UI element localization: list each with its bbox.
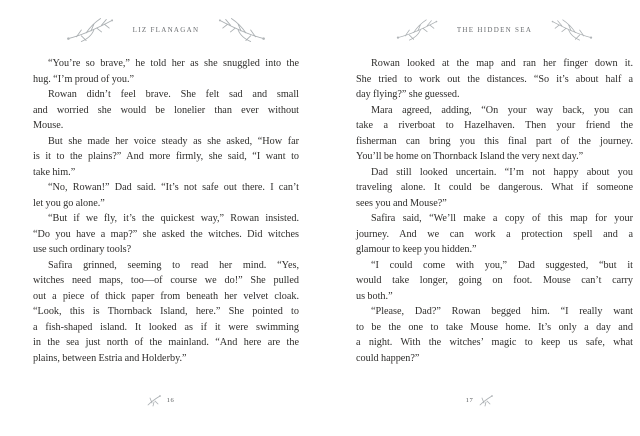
text-line: hug. “I’m proud of you.” — [33, 73, 135, 85]
botanical-sprig-icon — [550, 16, 594, 44]
paragraph — [33, 180, 299, 211]
text-line: Mara agreed, adding, “On your way back, you can — [371, 104, 633, 116]
text-line: take him.” — [33, 166, 76, 178]
text-line: let you go alone.” — [33, 197, 105, 209]
paragraph — [33, 56, 299, 87]
text-line: “Look, this is Thornback Island, here.” She pointed to — [33, 306, 299, 317]
text-line: use such ordinary tools? — [33, 244, 132, 255]
text-line: traveling alone. It could be dangerous. What if someone — [356, 182, 633, 193]
leaf-twig-icon — [146, 394, 162, 407]
text-line: day flying?” she guessed. — [356, 89, 460, 100]
text-line: Safira said, “We’ll make a copy of this map for your — [371, 213, 633, 224]
paragraph — [33, 134, 299, 181]
text-line: fisherman can bring you this final part of the journey. — [356, 135, 633, 147]
text-line: “But if we fly, it’s the quickest way,” Rowan insisted. — [48, 213, 299, 224]
text-line: journey. And we can work a protection spell and a — [356, 228, 633, 240]
text-line: sees you and Mouse?” — [356, 197, 447, 209]
text-line: Rowan looked at the map and ran her finger down it. — [371, 58, 633, 69]
text-line: would take longer, going on foot. Mouse can’t carry — [356, 275, 633, 286]
paragraph — [33, 211, 299, 258]
paragraph — [33, 258, 299, 367]
text-line: “Please, Dad?” Rowan begged him. “I really want — [371, 306, 633, 317]
text-line: “You’re so brave,” he told her as she snuggled into the — [48, 58, 299, 69]
page-left-column — [33, 0, 299, 366]
botanical-sprig-icon — [65, 15, 115, 45]
text-line: You’ll be home on Thornback Island the very next day.” — [356, 151, 584, 162]
page-number: 16 — [166, 397, 175, 404]
text-line: in the sea just north of the mainland. “And here are the — [33, 337, 299, 348]
botanical-sprig-icon — [395, 16, 439, 44]
paragraph — [356, 304, 633, 366]
text-line: “I could come with you,” Dad suggested, “but it — [371, 259, 633, 271]
paragraph — [356, 56, 633, 103]
text-line: Safira grinned, seeming to read her mind. “Yes, — [48, 259, 299, 271]
text-line: a fish-shaped island. It looked as if it were swimming — [33, 321, 299, 333]
text-line: take a riverboat to Hazelhaven. Then your friend the — [356, 120, 633, 131]
text-line: and worried she would be lonelier than ever without — [33, 104, 299, 116]
text-line: is it to the plains?” And more firmly, she said, “I want to — [33, 151, 299, 162]
text-line: out a piece of thick paper from beneath her velvet cloak. — [33, 290, 299, 302]
text-line: “Do you have a map?” she asked the witches. Did witches — [33, 228, 299, 240]
paragraph — [356, 165, 633, 212]
page-right-column — [356, 0, 633, 366]
page-left-body — [33, 56, 299, 366]
page-left-footer — [0, 394, 320, 407]
text-line: But she made her voice steady as she asked, “How far — [48, 135, 299, 147]
text-line: Dad still looked uncertain. “I’m not happy about you — [371, 166, 633, 178]
text-line: to be the one to take Mouse home. It’s only a day and — [356, 321, 633, 333]
botanical-sprig-icon — [217, 15, 267, 45]
text-line: plains, between Estria and Holderby.” — [33, 352, 187, 364]
text-line: could happen?” — [356, 352, 420, 364]
paragraph — [33, 87, 299, 134]
page-number: 17 — [465, 397, 474, 404]
page-right-footer — [320, 394, 640, 407]
text-line: She tried to work out the distances. “So it’s about half a — [356, 73, 633, 85]
running-header-book-title: THE HIDDEN SEA — [456, 26, 533, 34]
paragraph — [356, 258, 633, 305]
running-header-author: LIZ FLANAGAN — [132, 26, 200, 34]
text-line: witches need maps, too—of course we do!” She pulled — [33, 275, 299, 286]
text-line: Rowan didn’t feel brave. She felt sad and small — [48, 89, 299, 100]
page-right-body — [356, 56, 633, 366]
page-right-header — [356, 0, 633, 45]
text-line: “No, Rowan!” Dad said. “It’s not safe out there. I can’t — [48, 182, 299, 193]
text-line: Mouse. — [33, 120, 64, 131]
leaf-twig-icon — [478, 394, 494, 407]
text-line: us both.” — [356, 290, 393, 302]
text-line: glamour to keep you hidden.” — [356, 244, 477, 255]
paragraph — [356, 103, 633, 165]
page-left-header — [33, 0, 299, 45]
paragraph — [356, 211, 633, 258]
page-right — [320, 0, 640, 436]
text-line: a night. With the witches’ magic to keep us safe, what — [356, 337, 633, 348]
